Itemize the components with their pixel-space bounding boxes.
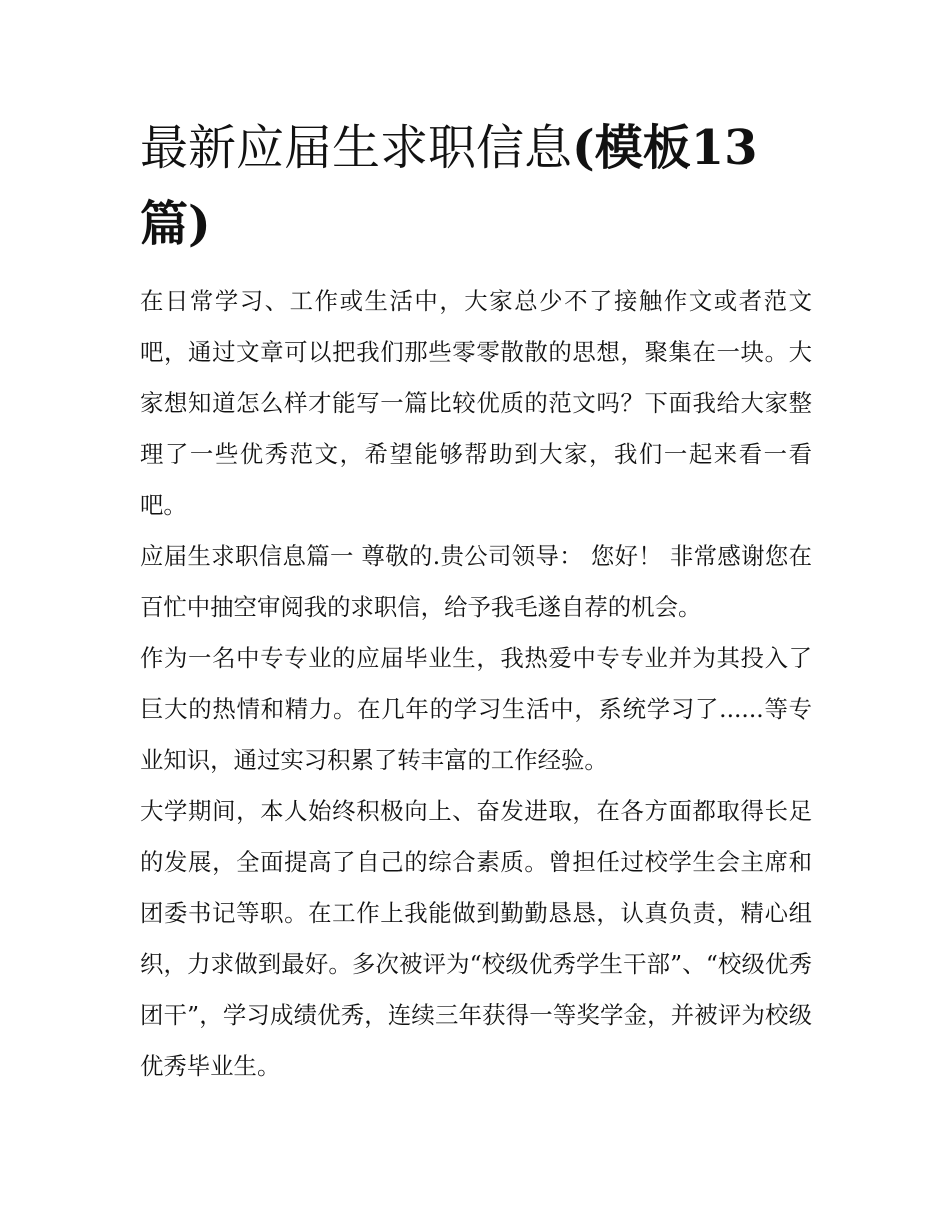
- title-main: 最新应届生求职信息: [140, 120, 573, 176]
- paragraph-intro: 在日常学习、工作或生活中，大家总少不了接触作文或者范文吧，通过文章可以把我们那些零零散散的思想，聚集在一块。大家想知道怎么样才能写一篇比较优质的范文吗？下面我给大家整理了一些优秀范文，希望能够帮助到大家，我们一起来看一看吧。: [140, 287, 812, 519]
- title-suffix: (模板13篇): [140, 120, 758, 252]
- paragraph-university: 大学期间，本人始终积极向上、奋发进取，在各方面都取得长足的发展，全面提高了自己的综合素质。曾担任过校学生会主席和团委书记等职。在工作上我能做到勤勤恳恳，认真负责，精心组织，力求做到最好。多次被评为“校级优秀学生干部”、“校级优秀团干”，学习成绩优秀，连续三年获得一等奖学金，并被评为校级优秀毕业生。: [140, 797, 812, 1080]
- document-title: [140, 110, 812, 262]
- paragraph-major: 作为一名中专专业的应届毕业生，我热爱中专专业并为其投入了巨大的热情和精力。在几年的学习生活中，系统学习了......等专业知识，通过实习积累了转丰富的工作经验。: [140, 644, 812, 774]
- paragraph-greeting: 应届生求职信息篇一 尊敬的.贵公司领导： 您好！ 非常感谢您在百忙中抽空审阅我的求职信，给予我毛遂自荐的机会。: [140, 542, 812, 621]
